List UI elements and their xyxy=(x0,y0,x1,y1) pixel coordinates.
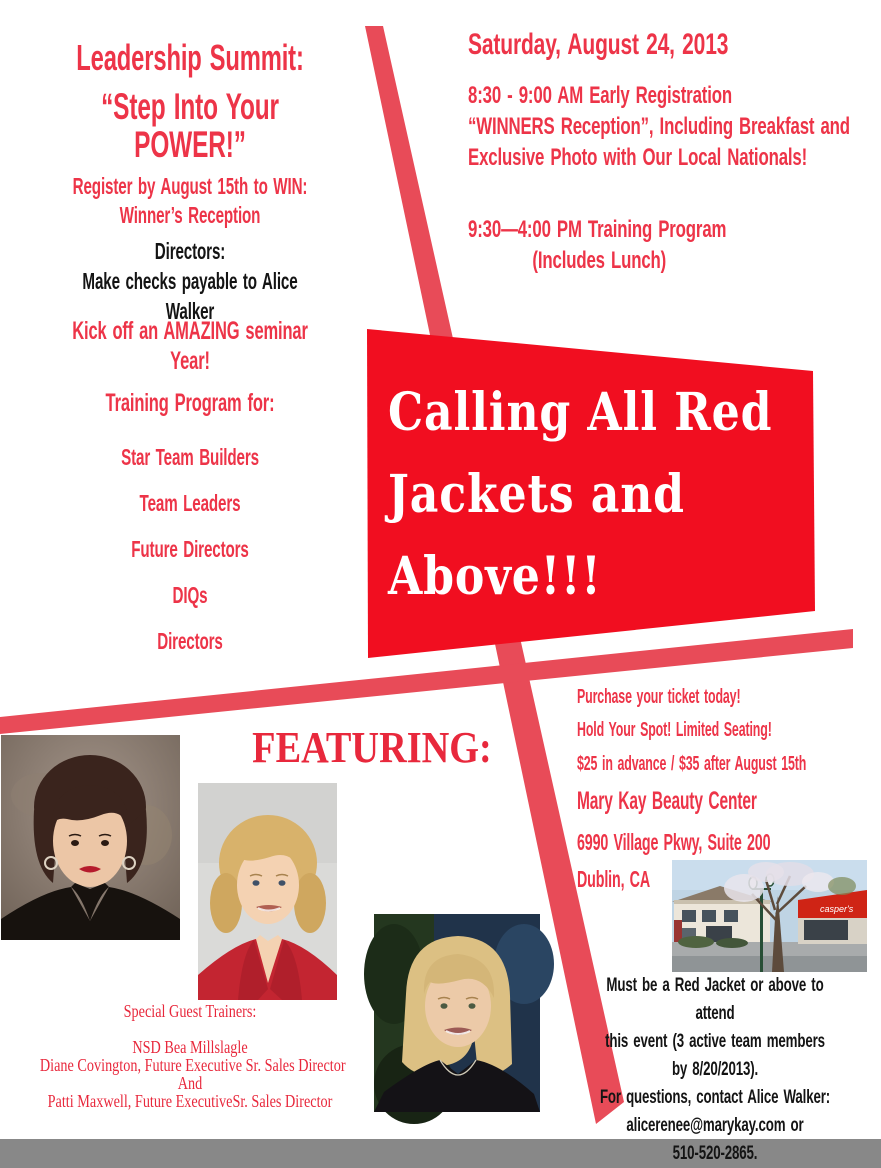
program-item: DIQs xyxy=(172,582,208,608)
summit-title-line2: “Step Into Your POWER!” xyxy=(101,86,279,165)
portrait-photo-1 xyxy=(1,735,180,940)
event-date: Saturday, August 24, 2013 xyxy=(468,28,729,61)
banner-line2: Jackets and xyxy=(388,464,685,525)
banner-headline xyxy=(388,372,779,618)
portrait-photo-2 xyxy=(198,783,337,1000)
ticket-line3: $25 in advance / $35 after August 15th xyxy=(577,753,807,775)
schedule-block xyxy=(468,28,860,276)
header-left-block xyxy=(68,37,312,326)
banner-line3: Above!!! xyxy=(388,546,602,607)
ticket-line1: Purchase your ticket today! xyxy=(577,686,741,708)
portrait-photo-3 xyxy=(374,914,540,1112)
schedule-line4: 9:30—4:00 PM Training Program xyxy=(468,216,727,243)
requirements-block xyxy=(596,972,834,1168)
ticket-line2: Hold Your Spot! Limited Seating! xyxy=(577,719,772,741)
trainer-line4: Patti Maxwell, Future ExecutiveSr. Sales Director xyxy=(47,1091,333,1111)
register-line: Register by August 15th to WIN: xyxy=(72,173,308,199)
schedule-line5: (Includes Lunch) xyxy=(532,247,667,274)
trainers-heading: Special Guest Trainers: xyxy=(123,1001,257,1021)
requirement-line2: this event (3 active team members by 8/20/2013). xyxy=(605,1031,825,1080)
schedule-line1: 8:30 - 9:00 AM Early Registration xyxy=(468,82,733,109)
trainers-block xyxy=(39,998,346,1111)
venue-address: 6990 Village Pkwy, Suite 200 xyxy=(577,829,771,855)
program-heading: Training Program for: xyxy=(105,389,275,417)
tickets-block xyxy=(577,680,844,894)
contact-phone: 510-520-2865. xyxy=(672,1143,758,1164)
featuring-heading: FEATURING: xyxy=(252,723,492,772)
awning-text: casper's xyxy=(820,904,854,914)
reception-line: Winner’s Reception xyxy=(119,202,261,228)
contact-email: alicerenee@marykay.com or xyxy=(626,1115,804,1136)
schedule-line3: Exclusive Photo with Our Local Nationals! xyxy=(468,144,808,171)
venue-city: Dublin, CA xyxy=(577,866,651,892)
directors-line: Directors: xyxy=(154,238,226,264)
trainer-line1: NSD Bea Millslagle xyxy=(132,1037,248,1057)
program-item: Team Leaders xyxy=(139,490,241,516)
banner-line1: Calling All Red xyxy=(388,382,773,443)
trainer-line3: And xyxy=(177,1073,203,1093)
program-block xyxy=(68,316,312,664)
checks-line: Make checks payable to Alice Walker xyxy=(82,268,298,324)
program-item: Star Team Builders xyxy=(121,444,259,470)
program-item: Directors xyxy=(157,628,223,654)
kickoff-line: Kick off an AMAZING seminar Year! xyxy=(72,317,308,375)
contact-line: For questions, contact Alice Walker: xyxy=(599,1087,831,1108)
requirement-line1: Must be a Red Jacket or above to attend xyxy=(606,975,824,1024)
venue-name: Mary Kay Beauty Center xyxy=(577,787,757,815)
summit-title-line1: Leadership Summit: xyxy=(76,37,304,78)
trainer-line2: Diane Covington, Future Executive Sr. Sales Director xyxy=(39,1055,346,1075)
schedule-line2: “WINNERS Reception”, Including Breakfast and xyxy=(468,113,850,140)
program-item: Future Directors xyxy=(131,536,249,562)
